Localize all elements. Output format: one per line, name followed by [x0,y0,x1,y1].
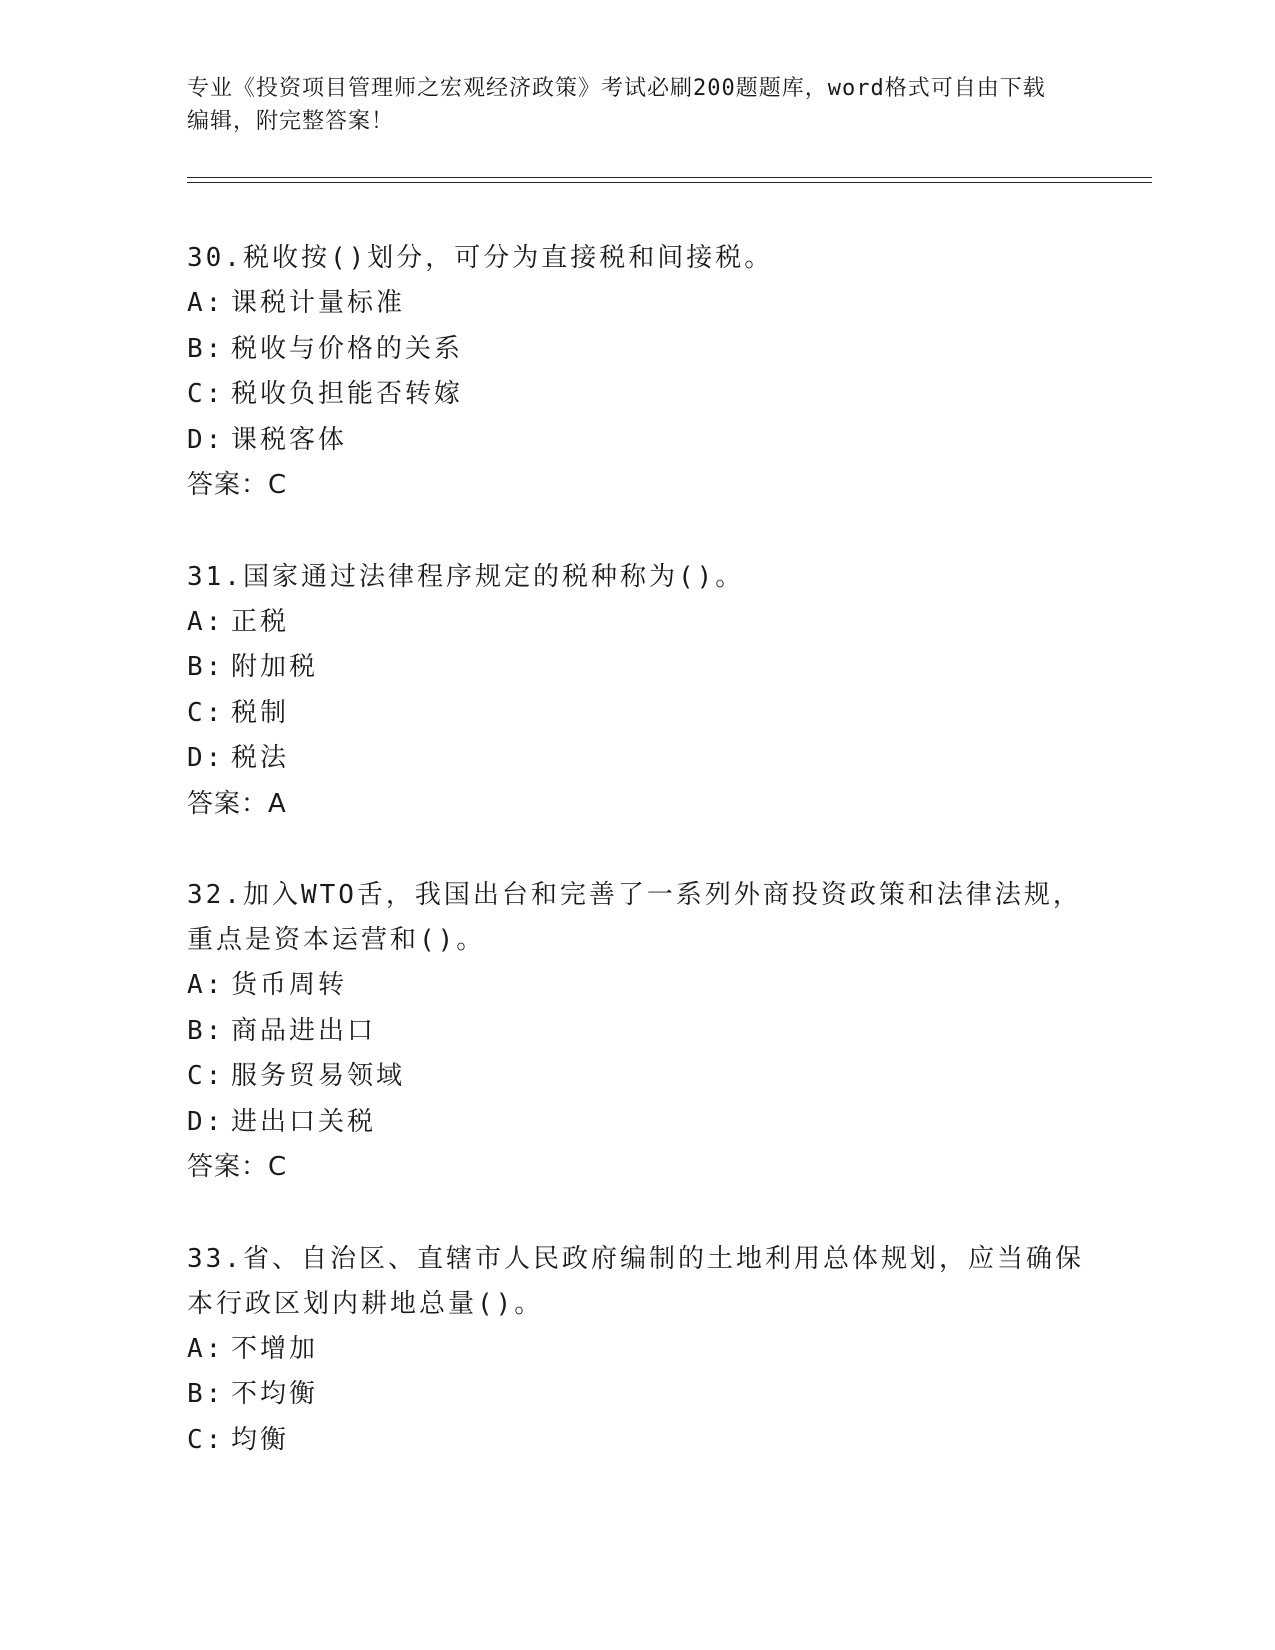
option-c [187,1418,1087,1464]
option-text: 课税客体 [231,424,348,455]
option-letter: C: [187,379,225,409]
option-text: 附加税 [231,652,319,682]
option-letter: A: [187,606,225,637]
question-list [187,236,1087,1509]
option-text: 课税计量标准 [231,288,406,318]
option-text: 商品进出口 [231,1015,377,1046]
option-letter: A: [187,970,225,1000]
question-32 [187,873,1087,1191]
question-31 [187,555,1087,828]
option-letter: C: [187,1424,225,1455]
option-b [187,1372,1087,1418]
question-text: 31.国家通过法律程序规定的税种称为()。 [187,561,745,592]
option-letter: C: [187,1061,225,1091]
option-text: 服务贸易领域 [231,1061,406,1091]
option-text: 税收负担能否转嫁 [231,379,464,409]
option-a [187,963,1087,1009]
option-letter: D: [187,424,225,455]
question-text: 32.加入WTO舌，我国出台和完善了一系列外商投资政策和法律法规，重点是资本运营和()。 [187,880,1082,955]
header-divider-bottom [187,182,1152,183]
question-33 [187,1237,1087,1464]
answer-label: 答案：C [187,470,288,500]
option-a [187,600,1087,646]
option-text: 进出口关税 [231,1106,377,1137]
option-a [187,281,1087,327]
document-header: 专业《投资项目管理师之宏观经济政策》考试必刷200题题库，word格式可自由下载编辑，附完整答案！ [187,76,1046,134]
option-d [187,418,1087,464]
option-c [187,691,1087,737]
option-text: 不均衡 [231,1379,319,1409]
option-letter: A: [187,1333,225,1364]
option-text: 正税 [231,606,290,637]
question-text: 33.省、自治区、直辖市人民政府编制的土地利用总体规划，应当确保本行政区划内耕地总量()。 [187,1243,1084,1319]
option-text: 货币周转 [231,970,348,1000]
option-text: 税制 [231,697,290,728]
option-text: 税法 [231,743,290,773]
answer-label: 答案：A [187,788,287,819]
option-c [187,1054,1087,1100]
option-letter: C: [187,697,225,728]
answer-label: 答案：C [187,1152,288,1182]
option-text: 不增加 [231,1333,319,1364]
option-letter: D: [187,743,225,773]
header-divider-top [187,177,1152,178]
option-a [187,1327,1087,1373]
option-letter: D: [187,1106,225,1137]
option-letter: B: [187,652,225,682]
option-letter: A: [187,288,225,318]
option-letter: B: [187,333,225,364]
question-text: 30.税收按()划分，可分为直接税和间接税。 [187,243,774,273]
option-letter: B: [187,1015,225,1046]
option-text: 均衡 [231,1424,290,1455]
option-b [187,1009,1087,1055]
option-b [187,327,1087,373]
option-text: 税收与价格的关系 [231,333,464,364]
option-d [187,1100,1087,1146]
option-b [187,645,1087,691]
option-c [187,372,1087,418]
question-30 [187,236,1087,509]
option-letter: B: [187,1379,225,1409]
option-d [187,736,1087,782]
